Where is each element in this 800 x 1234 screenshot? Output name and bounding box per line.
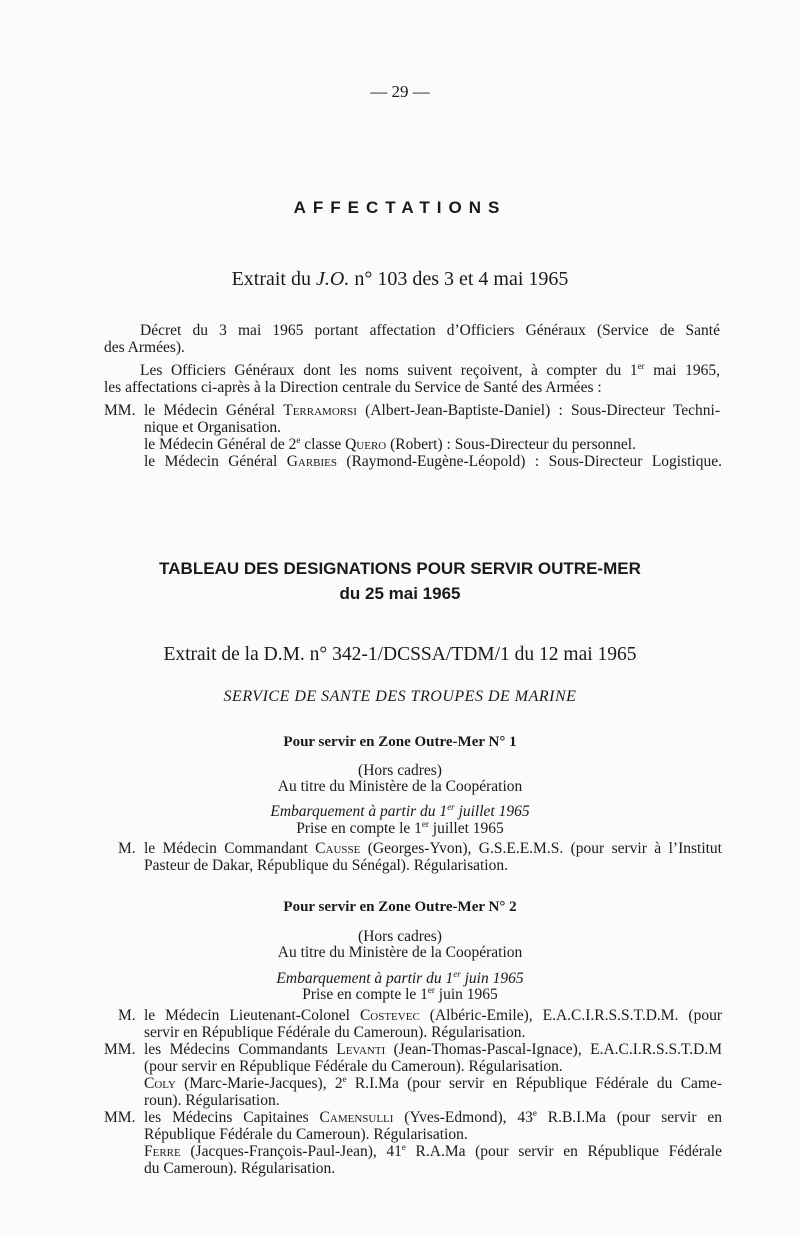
- affectation-entry-garbies: le Médecin Général Garbies (Raymond-Eugène-Léopold) : Sous-Directeur Logistique.: [144, 453, 722, 470]
- zone2-entry-ferre: Ferre (Jacques-François-Paul-Jean), 41e R.A.Ma (pour servir en République Fédérale: [144, 1142, 722, 1160]
- zone1-ministere: Au titre du Ministère de la Coopération: [277, 778, 523, 795]
- zone2-entry-ferre-cont: du Cameroun). Régularisation.: [144, 1160, 336, 1177]
- section-title-affectations: AFFECTATIONS: [293, 198, 507, 217]
- zone1-entry-causse-cont: Pasteur de Dakar, République du Sénégal). Régularisation.: [144, 857, 508, 874]
- zone2-entry-camensulli-cont: République Fédérale du Cameroun). Régularisation.: [144, 1126, 468, 1143]
- tableau-title: TABLEAU DES DESIGNATIONS POUR SERVIR OUTRE-MER: [159, 559, 641, 578]
- zone1-hors-cadres: (Hors cadres): [358, 762, 442, 779]
- officers-line-2: les affectations ci-après à la Direction centrale du Service de Santé des Armées :: [104, 379, 602, 396]
- zone2-entry-camensulli: les Médecins Capitaines Camensulli (Yves-Edmond), 43e R.B.I.Ma (pour servir en: [144, 1108, 722, 1126]
- affectation-entry-terramorsi-cont: nique et Organisation.: [144, 419, 282, 436]
- decree-line-2: des Armées).: [104, 339, 185, 356]
- zone1-m-label: M.: [118, 840, 136, 857]
- officers-line-1: Les Officiers Généraux dont les noms suivent reçoivent, à compter du 1er mai 1965,: [140, 361, 720, 379]
- zone2-prise-en-compte: Prise en compte le 1er juin 1965: [302, 985, 498, 1003]
- zone2-entry-costevec-cont: servir en République Fédérale du Cameroun). Régularisation.: [144, 1024, 526, 1041]
- zone1-prise-en-compte: Prise en compte le 1er juillet 1965: [296, 819, 504, 837]
- zone1-entry-causse: le Médecin Commandant Causse (Georges-Yvon), G.S.E.E.M.S. (pour servir à l’Institut: [144, 840, 722, 857]
- page-number: — 29 —: [370, 82, 430, 101]
- service-heading: SERVICE DE SANTE DES TROUPES DE MARINE: [223, 688, 577, 705]
- zone1-embarquement: Embarquement à partir du 1er juillet 1965: [270, 802, 530, 820]
- jo-extract-line: Extrait du J.O. n° 103 des 3 et 4 mai 1965: [231, 268, 569, 290]
- zone2-entry-levanti-cont: (pour servir en République Fédérale du Cameroun). Régularisation.: [144, 1058, 563, 1075]
- zone2-mm-label-2: MM.: [104, 1109, 136, 1126]
- zone2-ministere: Au titre du Ministère de la Coopération: [277, 944, 523, 961]
- zone2-entry-coly-cont: roun). Régularisation.: [144, 1092, 280, 1109]
- zone1-heading: Pour servir en Zone Outre-Mer N° 1: [283, 734, 517, 750]
- zone2-embarquement: Embarquement à partir du 1er juin 1965: [276, 969, 524, 987]
- tableau-date: du 25 mai 1965: [339, 584, 461, 603]
- zone2-entry-coly: Coly (Marc-Marie-Jacques), 2e R.I.Ma (pour servir en République Fédérale du Came-: [144, 1074, 723, 1092]
- zone2-mm-label-1: MM.: [104, 1041, 136, 1058]
- mm-label: MM.: [104, 402, 136, 419]
- zone2-entry-levanti: les Médecins Commandants Levanti (Jean-Thomas-Pascal-Ignace), E.A.C.I.R.S.S.T.D.M: [144, 1041, 723, 1058]
- zone2-entry-costevec: le Médecin Lieutenant-Colonel Costevec (Albéric-Emile), E.A.C.I.R.S.S.T.D.M. (pour: [144, 1007, 722, 1024]
- affectation-entry-terramorsi: le Médecin Général Terramorsi (Albert-Jean-Baptiste-Daniel) : Sous-Directeur Techni-: [144, 402, 720, 419]
- zone2-heading: Pour servir en Zone Outre-Mer N° 2: [283, 899, 517, 915]
- zone2-m-label: M.: [118, 1007, 136, 1024]
- decree-line-1: Décret du 3 mai 1965 portant affectation d’Officiers Généraux (Service de Santé: [140, 322, 720, 339]
- affectation-entry-quero: le Médecin Général de 2e classe Quero (Robert) : Sous-Directeur du personnel.: [144, 435, 636, 453]
- zone2-hors-cadres: (Hors cadres): [358, 928, 442, 945]
- dm-extract-line: Extrait de la D.M. n° 342-1/DCSSA/TDM/1 du 12 mai 1965: [163, 644, 637, 665]
